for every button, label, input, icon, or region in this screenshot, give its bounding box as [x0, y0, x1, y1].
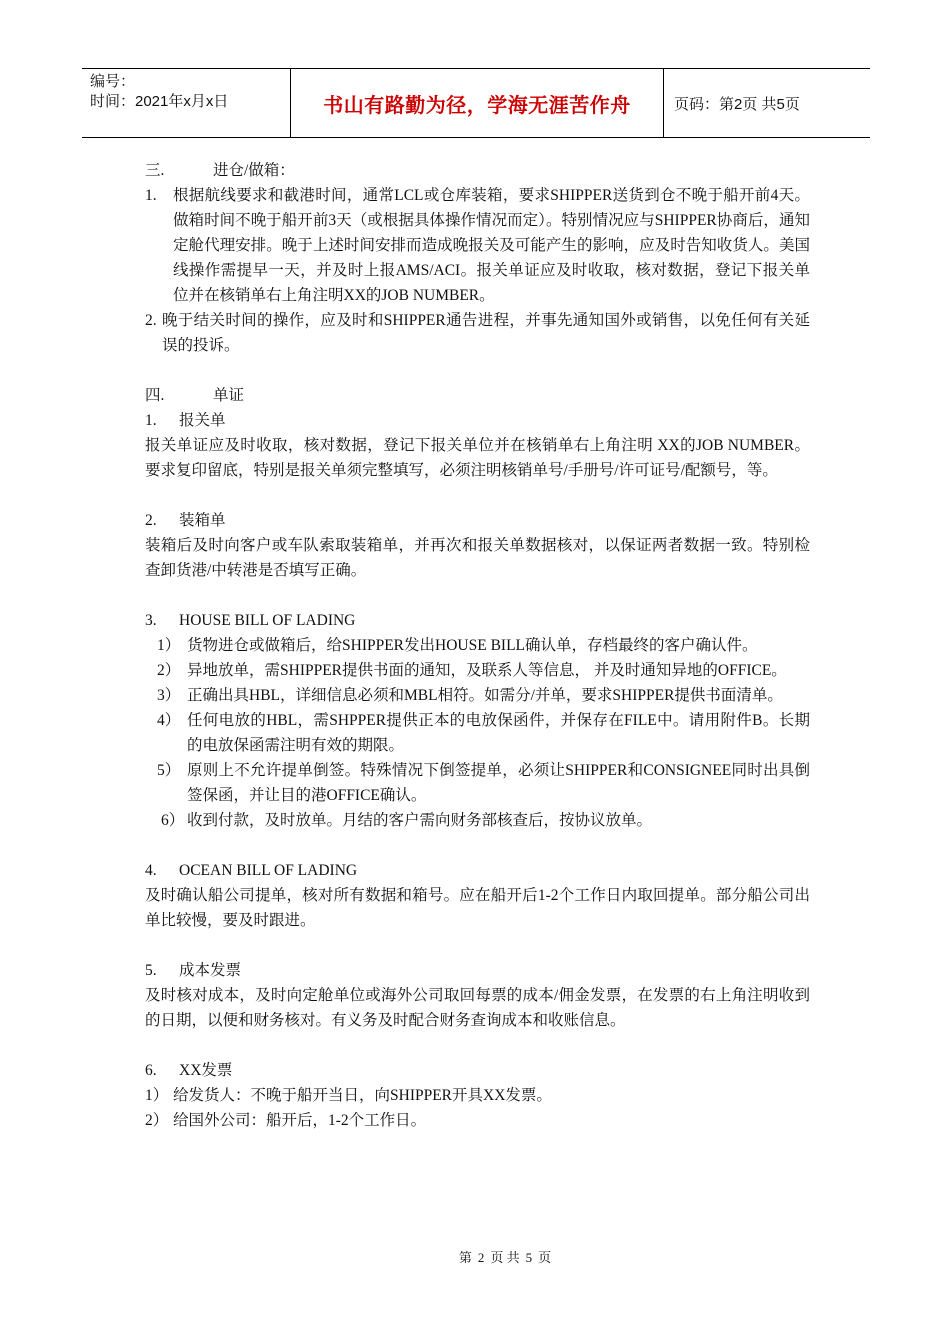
subsection-heading [145, 958, 810, 983]
page-footer [0, 1247, 950, 1266]
subsection-heading [145, 508, 810, 533]
list-item-text: 给国外公司：船开后，1-2个工作日。 [173, 1112, 427, 1129]
footer-page-number: 2 [477, 1250, 485, 1265]
section-heading [145, 158, 810, 183]
list-item-text: 异地放单，需SHIPPER提供书面的通知，及联系人等信息， 并及时通知异地的OFFICE。 [187, 662, 787, 679]
list-item [145, 683, 810, 708]
subsection-title: 报关单 [179, 412, 226, 429]
list-item-number: 2） [145, 1112, 169, 1129]
list-item-text: 晚于结关时间的操作，应及时和SHIPPER通告进程，并事先通知国外或销售，以免任何有关延误的投诉。 [162, 312, 810, 354]
list-item-number: 2. [145, 312, 157, 329]
section-heading [145, 383, 810, 408]
list-item [145, 633, 810, 658]
list-item-text: 正确出具HBL，详细信息必须和MBL相符。如需分/并单，要求SHIPPER提供书面清单。 [187, 687, 783, 704]
subsection-number: 4. [145, 862, 157, 879]
list-item-number: 6） [161, 812, 185, 829]
subsection-number: 6. [145, 1062, 157, 1079]
section-title: 单证 [213, 387, 245, 404]
list-item [145, 708, 810, 758]
section-number: 四. [145, 387, 165, 404]
document-time-label: 时间：2021年x月x日 [90, 93, 229, 110]
list-item [145, 808, 810, 833]
subsection-heading [145, 1058, 810, 1083]
list-item-number: 3） [157, 687, 181, 704]
list-item-text: 根据航线要求和截港时间，通常LCL或仓库装箱，要求SHIPPER送货到仓不晚于船开前4天。做箱时间不晚于船开前3天（或根据具体操作情况而定）。特别情况应与SHIPPER协商后，通知定舱代理安排。晚于上述时间安排而造成晚报关及可能产生的影响，应及时告知收货人。美国线操作需提早一天，并及时上报AMS/ACI。报关单证应及时收取，核对数据，登记下报关单位并在核销单右上角注明XX的JOB NUMBER。 [173, 187, 810, 304]
footer-total-pages: 5 [525, 1250, 533, 1265]
subsection-title: 装箱单 [179, 512, 226, 529]
header-motto: 书山有路勤为径，学海无涯苦作舟 [290, 69, 664, 137]
subsection-title: 成本发票 [179, 962, 242, 979]
list-item [145, 183, 810, 308]
list-item-number: 4） [157, 712, 181, 729]
subsection-number: 2. [145, 512, 157, 529]
subsection-heading [145, 408, 810, 433]
paragraph: 及时确认船公司提单，核对所有数据和箱号。应在船开后1-2个工作日内取回提单。部分船公司出单比较慢，要及时跟进。 [145, 887, 810, 929]
footer-mid: 页 共 [490, 1250, 520, 1265]
page-header [82, 68, 870, 138]
list-item-text: 给发货人：不晚于船开当日，向SHIPPER开具XX发票。 [173, 1087, 552, 1104]
list-item [145, 1083, 810, 1108]
list-item [145, 758, 810, 808]
document-number-label: 编号： [90, 73, 136, 90]
subsection-title: OCEAN BILL OF LADING [179, 862, 358, 879]
list-item-text: 任何电放的HBL，需SHPPER提供正本的电放保函件，并保存在FILE中。请用附件B。长期的电放保函需注明有效的期限。 [187, 712, 810, 754]
paragraph: 及时核对成本，及时向定舱单位或海外公司取回每票的成本/佣金发票，在发票的右上角注明收到的日期，以便和财务核对。有义务及时配合财务查询成本和收账信息。 [145, 987, 810, 1029]
section-number: 三. [145, 162, 165, 179]
subsection-number: 1. [145, 412, 157, 429]
footer-suffix: 页 [538, 1250, 552, 1265]
list-item-number: 2） [157, 662, 181, 679]
paragraph: 报关单证应及时收取，核对数据，登记下报关单位并在核销单右上角注明 XX的JOB NUMBER。要求复印留底，特别是报关单须完整填写，必须注明核销单号/手册号/许可证号/配额号，等。 [145, 437, 810, 479]
list-item [145, 658, 810, 683]
list-item-number: 1） [157, 637, 181, 654]
subsection-number: 3. [145, 612, 157, 629]
header-meta [82, 69, 290, 137]
list-item [145, 308, 810, 358]
list-item-text: 货物进仓或做箱后，给SHIPPER发出HOUSE BILL确认单，存档最终的客户确认件。 [187, 637, 758, 654]
footer-prefix: 第 [458, 1250, 472, 1265]
paragraph: 装箱后及时向客户或车队索取装箱单，并再次和报关单数据核对，以保证两者数据一致。特别检查卸货港/中转港是否填写正确。 [145, 537, 810, 579]
list-item-number: 5） [157, 762, 181, 779]
list-item [145, 1108, 810, 1133]
document-body [145, 158, 810, 1133]
subsection-number: 5. [145, 962, 157, 979]
list-item-number: 1. [145, 187, 157, 204]
list-item-number: 1） [145, 1087, 169, 1104]
header-page-label: 页码：第2页 共5页 [674, 95, 800, 113]
subsection-heading [145, 858, 810, 883]
subsection-heading [145, 608, 810, 633]
subsection-title: XX发票 [179, 1062, 233, 1079]
list-item-text: 收到付款，及时放单。月结的客户需向财务部核查后，按协议放单。 [187, 812, 653, 829]
section-title: 进仓/做箱： [213, 162, 295, 179]
list-item-text: 原则上不允许提单倒签。特殊情况下倒签提单，必须让SHIPPER和CONSIGNEE同时出具倒签保函，并让目的港OFFICE确认。 [187, 762, 810, 804]
subsection-title: HOUSE BILL OF LADING [179, 612, 356, 629]
